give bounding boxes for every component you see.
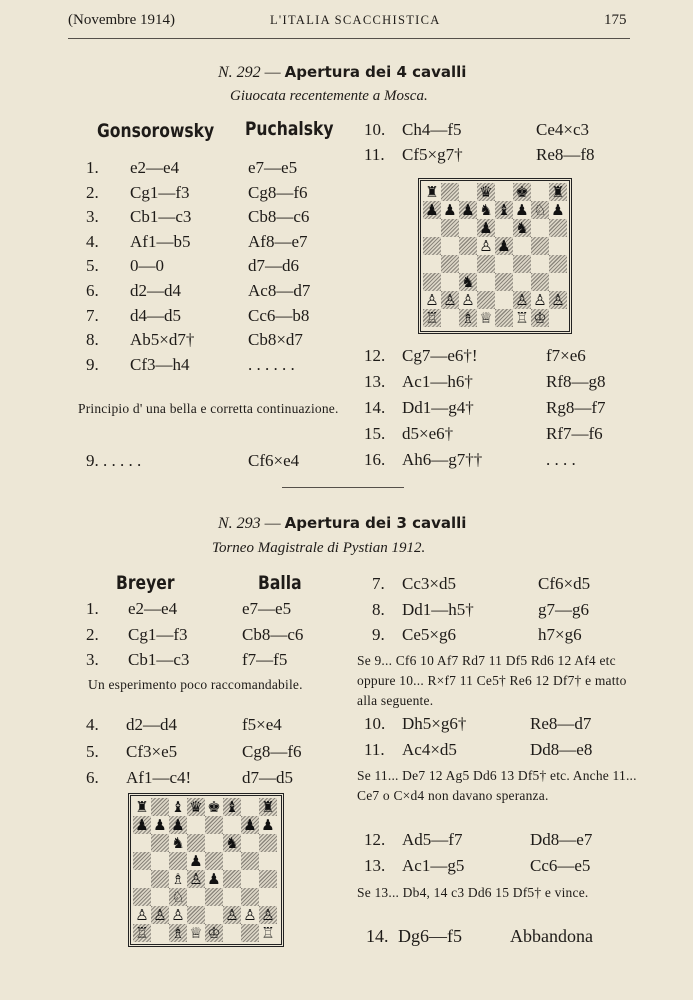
board-square <box>241 888 259 906</box>
board-square <box>495 183 513 201</box>
black-queen-icon: ♛ <box>189 798 203 816</box>
game-292-opening: Apertura dei 4 cavalli <box>284 63 467 81</box>
game-292-title <box>218 63 466 82</box>
white-move: Ab5×d7† <box>130 330 195 350</box>
move-number: 10. <box>364 714 386 733</box>
black-king-icon: ♚ <box>515 183 529 201</box>
white-king-icon: ♔ <box>533 309 547 327</box>
move-number: 7. <box>86 305 99 325</box>
board-square <box>187 816 205 834</box>
board-square <box>477 273 495 291</box>
board-square <box>187 834 205 852</box>
black-move: Re8—f8 <box>536 145 595 164</box>
black-move: Rf8—g8 <box>546 372 606 391</box>
move-number: 16. <box>364 450 386 469</box>
black-move: Cb8×d7 <box>248 330 303 350</box>
game-293-white-player: Breyer <box>116 572 175 594</box>
board-square <box>151 834 169 852</box>
white-move: Ce5×g6 <box>402 625 456 644</box>
board-square <box>513 255 531 273</box>
white-rook-icon: ♖ <box>515 309 529 327</box>
white-move: Dh5×g6† <box>402 714 467 733</box>
board-square <box>133 888 151 906</box>
black-move: Cc6—b8 <box>248 305 310 325</box>
white-bishop-icon: ♗ <box>171 924 185 942</box>
move-number: 13. <box>364 856 386 875</box>
black-pawn-icon: ♟ <box>243 816 257 834</box>
white-bishop-icon: ♗ <box>171 870 185 888</box>
white-pawn-icon: ♙ <box>551 291 565 309</box>
board-square <box>423 273 441 291</box>
board-square <box>495 255 513 273</box>
board-square <box>441 219 459 237</box>
black-knight-icon: ♞ <box>479 201 493 219</box>
board-square <box>223 924 241 942</box>
black-move: g7—g6 <box>538 599 589 619</box>
board-square <box>459 219 477 237</box>
black-bishop-icon: ♝ <box>225 798 239 816</box>
game-293-note-1: Un esperimento poco raccomandabile. <box>88 677 303 692</box>
game-293-dash: — <box>264 515 281 532</box>
black-king-icon: ♚ <box>207 798 221 816</box>
white-move: Cg1—f3 <box>130 182 190 202</box>
move-number: 11. <box>364 145 385 164</box>
move-number: 1. <box>86 158 99 177</box>
white-pawn-icon: ♙ <box>189 870 203 888</box>
board-square <box>549 219 567 237</box>
board-square <box>549 255 567 273</box>
move-number: 3. <box>86 207 99 227</box>
white-move: Ac4×d5 <box>402 740 457 759</box>
white-pawn-icon: ♙ <box>225 906 239 924</box>
black-move: Cb8—c6 <box>242 624 304 644</box>
black-move: Rg8—f7 <box>546 398 606 417</box>
black-pawn-icon: ♟ <box>551 201 565 219</box>
board-square <box>495 291 513 309</box>
board-square <box>441 183 459 201</box>
white-move: Cg1—f3 <box>128 624 188 644</box>
black-move: e7—e5 <box>248 158 298 177</box>
board-square <box>531 255 549 273</box>
board-square <box>241 834 259 852</box>
board-square <box>259 870 277 888</box>
black-pawn-icon: ♟ <box>497 237 511 255</box>
board-square <box>223 852 241 870</box>
move-number: 4. <box>86 231 99 251</box>
header-rule <box>68 38 630 39</box>
white-move: Dd1—h5† <box>402 599 474 619</box>
game-293-chess-diagram <box>128 793 284 947</box>
game-292-move9-number: 9. . . . . . <box>86 451 142 470</box>
move-number: 11. <box>364 740 385 759</box>
white-pawn-icon: ♙ <box>135 906 149 924</box>
black-pawn-icon: ♟ <box>443 201 457 219</box>
black-rook-icon: ♜ <box>425 183 439 201</box>
board-square <box>531 219 549 237</box>
move-number: 13. <box>364 372 386 391</box>
black-knight-icon: ♞ <box>171 834 185 852</box>
move-number: 1. <box>86 599 99 618</box>
black-move: Cg8—f6 <box>248 182 308 202</box>
black-move: d7—d6 <box>248 256 299 276</box>
white-move: e2—e4 <box>128 599 178 618</box>
move-number: 8. <box>86 330 99 350</box>
black-move: . . . . . . <box>248 354 295 374</box>
white-move: Cf5×g7† <box>402 145 463 164</box>
board-square <box>531 183 549 201</box>
white-pawn-icon: ♙ <box>515 291 529 309</box>
board-square <box>495 309 513 327</box>
black-move: Dd8—e8 <box>530 740 593 759</box>
black-move: Rf7—f6 <box>546 424 603 443</box>
white-move: Ah6—g7†† <box>402 450 483 469</box>
black-move: Cf6×d5 <box>538 574 591 593</box>
board-square <box>151 924 169 942</box>
board-square <box>441 237 459 255</box>
game-293-subtitle: Torneo Magistrale di Pystian 1912. <box>212 540 426 556</box>
game-292-subtitle: Giuocata recentemente a Mosca. <box>230 88 428 104</box>
white-move: d2—d4 <box>126 715 177 734</box>
board-square <box>241 852 259 870</box>
board-square <box>459 255 477 273</box>
board-square <box>205 816 223 834</box>
move-number: 2. <box>86 624 99 644</box>
board-square <box>495 219 513 237</box>
board-square <box>187 906 205 924</box>
black-pawn-icon: ♟ <box>207 870 221 888</box>
white-pawn-icon: ♙ <box>443 291 457 309</box>
black-rook-icon: ♜ <box>551 183 565 201</box>
white-move: Af1—b5 <box>130 231 191 251</box>
black-pawn-icon: ♟ <box>171 816 185 834</box>
board-square <box>151 888 169 906</box>
white-pawn-icon: ♙ <box>479 237 493 255</box>
move-number: 10. <box>364 120 386 139</box>
move-number: 12. <box>364 346 386 365</box>
white-pawn-icon: ♙ <box>533 291 547 309</box>
move-number: 8. <box>372 599 385 619</box>
game-293-opening: Apertura dei 3 cavalli <box>284 514 467 532</box>
board-square <box>169 852 187 870</box>
move-number: 7. <box>372 574 385 593</box>
black-move: . . . . <box>546 450 576 469</box>
black-pawn-icon: ♟ <box>425 201 439 219</box>
board-square <box>477 255 495 273</box>
board-square <box>223 888 241 906</box>
board-square <box>133 852 151 870</box>
game-292-number: N. 292 <box>218 64 261 81</box>
black-pawn-icon: ♟ <box>515 201 529 219</box>
game-292-black-player: Puchalsky <box>245 118 334 140</box>
white-pawn-icon: ♙ <box>171 906 185 924</box>
board-square <box>459 237 477 255</box>
white-move: Cg7—e6†! <box>402 346 478 365</box>
white-move: Ad5—f7 <box>402 830 463 849</box>
white-move: Cf3×e5 <box>126 741 178 761</box>
black-move: f5×e4 <box>242 715 282 734</box>
black-pawn-icon: ♟ <box>461 201 475 219</box>
black-rook-icon: ♜ <box>261 798 275 816</box>
black-move: Cc6—e5 <box>530 856 591 875</box>
black-move: Re8—d7 <box>530 714 592 733</box>
page-number: 175 <box>604 12 627 28</box>
black-move: f7×e6 <box>546 346 586 365</box>
white-move: e2—e4 <box>130 158 180 177</box>
header-date: (Novembre 1914) <box>68 12 176 28</box>
game-292-white-player: Gonsorowsky <box>97 120 215 142</box>
white-move: d5×e6† <box>402 424 454 443</box>
board-square <box>423 237 441 255</box>
game-293-move14-result: Abbandona <box>510 926 593 946</box>
white-move: Cb1—c3 <box>128 650 190 669</box>
white-move: Ch4—f5 <box>402 120 462 139</box>
board-square <box>423 255 441 273</box>
white-move: Dd1—g4† <box>402 398 474 417</box>
black-bishop-icon: ♝ <box>171 798 185 816</box>
white-move: Ac1—g5 <box>402 856 465 875</box>
white-knight-icon: ♘ <box>533 201 547 219</box>
board-square <box>549 309 567 327</box>
board-square <box>151 852 169 870</box>
black-move: Cg8—f6 <box>242 741 302 761</box>
move-number: 6. <box>86 281 99 300</box>
white-move: Cc3×d5 <box>402 574 456 593</box>
black-rook-icon: ♜ <box>135 798 149 816</box>
board-square <box>441 309 459 327</box>
move-number: 4. <box>86 715 99 734</box>
board-square <box>187 888 205 906</box>
black-pawn-icon: ♟ <box>261 816 275 834</box>
board-square <box>259 834 277 852</box>
white-pawn-icon: ♙ <box>261 906 275 924</box>
game-292-move9-black: Cf6×e4 <box>248 451 300 470</box>
black-move: Ce4×c3 <box>536 120 590 139</box>
header-journal: L'ITALIA SCACCHISTICA <box>270 13 441 27</box>
white-move: d2—d4 <box>130 281 181 300</box>
board-square <box>513 273 531 291</box>
white-queen-icon: ♕ <box>479 309 493 327</box>
black-pawn-icon: ♟ <box>153 816 167 834</box>
move-number: 2. <box>86 182 99 202</box>
white-king-icon: ♔ <box>207 924 221 942</box>
board-square <box>513 237 531 255</box>
board-square <box>205 888 223 906</box>
white-pawn-icon: ♙ <box>243 906 257 924</box>
game-292-chess-diagram <box>418 178 572 334</box>
black-move: Cb8—c6 <box>248 207 310 227</box>
white-rook-icon: ♖ <box>425 309 439 327</box>
move-number: 12. <box>364 830 386 849</box>
black-knight-icon: ♞ <box>461 273 475 291</box>
board-square <box>259 852 277 870</box>
black-move: Dd8—e7 <box>530 830 593 849</box>
move-number: 9. <box>86 354 99 374</box>
game-293-note-4: Se 13... Db4, 14 c3 Dd6 15 Df5† e vince. <box>357 885 589 900</box>
board-square <box>205 906 223 924</box>
black-move: Ac8—d7 <box>248 281 311 300</box>
white-move: Cf3—h4 <box>130 354 190 374</box>
board-square <box>133 870 151 888</box>
board-square <box>441 255 459 273</box>
game-292-note: Principio d' una bella e corretta continuazione. <box>78 401 339 416</box>
black-pawn-icon: ♟ <box>135 816 149 834</box>
black-queen-icon: ♛ <box>479 183 493 201</box>
move-number: 5. <box>86 741 99 761</box>
game-293-move14-white: Dg6—f5 <box>398 926 462 946</box>
board-square <box>423 219 441 237</box>
board-square <box>223 870 241 888</box>
board-square <box>241 798 259 816</box>
game-293-move14-number: 14. <box>366 926 389 946</box>
board-square <box>151 798 169 816</box>
black-knight-icon: ♞ <box>515 219 529 237</box>
move-number: 14. <box>364 398 386 417</box>
white-knight-icon: ♘ <box>171 888 185 906</box>
black-bishop-icon: ♝ <box>497 201 511 219</box>
game-293-title <box>218 514 466 533</box>
white-pawn-icon: ♙ <box>153 906 167 924</box>
game-293-note-3: Se 11... De7 12 Ag5 Dd6 13 Df5† etc. Anche 11... Ce7 o C×d4 non davano speranza. <box>357 768 637 803</box>
black-move: h7×g6 <box>538 625 582 644</box>
move-number: 5. <box>86 256 99 276</box>
game-293-note-2: Se 9... Cf6 10 Af7 Rd7 11 Df5 Rd6 12 Af4 etc oppure 10... R×f7 11 Ce5† Re6 12 Df7† e matto alla seguente. <box>357 653 627 708</box>
board-square <box>477 291 495 309</box>
black-move: e7—e5 <box>242 599 292 618</box>
black-move: f7—f5 <box>242 650 288 669</box>
black-knight-icon: ♞ <box>225 834 239 852</box>
white-pawn-icon: ♙ <box>425 291 439 309</box>
white-rook-icon: ♖ <box>135 924 149 942</box>
black-pawn-icon: ♟ <box>479 219 493 237</box>
move-number: 3. <box>86 650 99 669</box>
white-move: Ac1—h6† <box>402 372 473 391</box>
board-square <box>495 273 513 291</box>
black-move: Af8—e7 <box>248 231 308 251</box>
white-queen-icon: ♕ <box>189 924 203 942</box>
white-move: Af1—c4! <box>126 768 192 787</box>
white-move: d4—d5 <box>130 305 181 325</box>
board-square <box>241 924 259 942</box>
white-pawn-icon: ♙ <box>461 291 475 309</box>
game-292-dash: — <box>264 64 281 81</box>
board-square <box>223 816 241 834</box>
game-293-number: N. 293 <box>218 515 261 532</box>
white-bishop-icon: ♗ <box>461 309 475 327</box>
board-square <box>133 834 151 852</box>
white-move: Cb1—c3 <box>130 207 192 227</box>
board-square <box>241 870 259 888</box>
board-square <box>151 870 169 888</box>
board-square <box>549 237 567 255</box>
board-square <box>259 888 277 906</box>
board-square <box>459 183 477 201</box>
white-rook-icon: ♖ <box>261 924 275 942</box>
black-pawn-icon: ♟ <box>189 852 203 870</box>
board-square <box>205 852 223 870</box>
white-move: 0—0 <box>130 256 164 276</box>
board-square <box>441 273 459 291</box>
move-number: 15. <box>364 424 386 443</box>
section-divider <box>282 487 404 488</box>
board-square <box>549 273 567 291</box>
black-move: d7—d5 <box>242 768 293 787</box>
board-square <box>205 834 223 852</box>
move-number: 9. <box>372 625 385 644</box>
move-number: 6. <box>86 768 99 787</box>
game-293-black-player: Balla <box>258 572 302 594</box>
board-square <box>531 273 549 291</box>
board-square <box>531 237 549 255</box>
